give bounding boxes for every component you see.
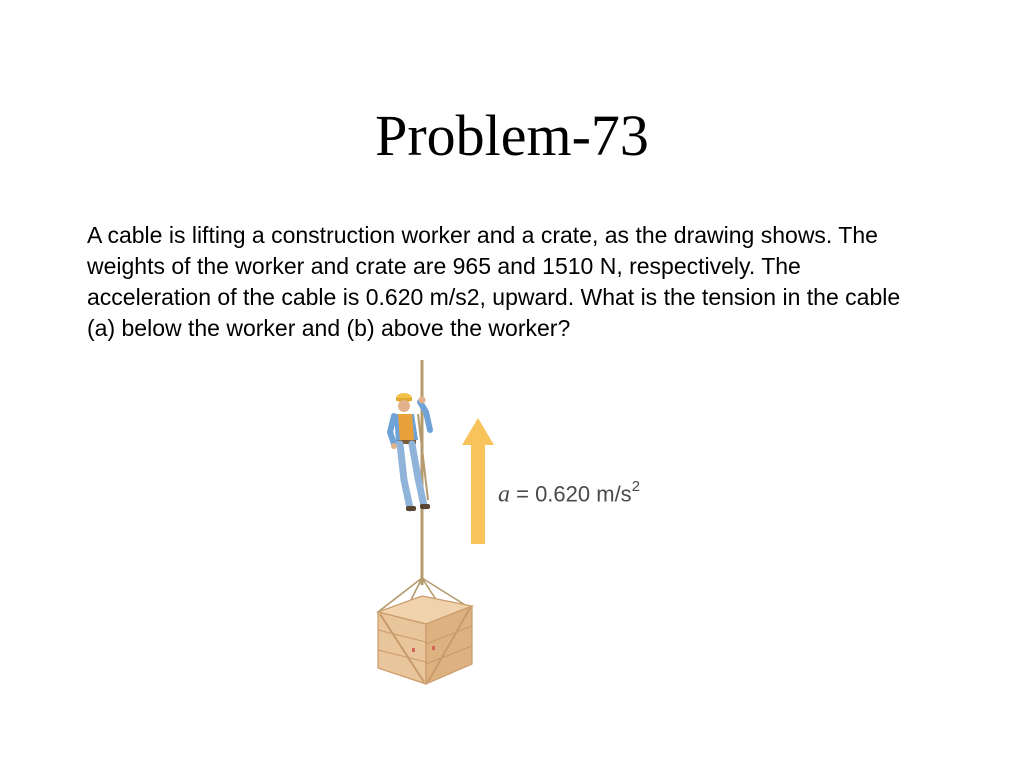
acceleration-value: = 0.620 m/s bbox=[510, 481, 632, 507]
slide-title: Problem-73 bbox=[375, 103, 649, 168]
crate-rigging bbox=[378, 578, 470, 618]
problem-statement: A cable is lifting a construction worker and a crate, as the drawing shows. The weights of the worker and crate are 965 and 1510 N, respectively. The acceleration of the cable is 0.620 m/s2, upward. What is the tension in the cable (a) below the worker and (b) above the worker? bbox=[87, 222, 901, 341]
acceleration-exponent: 2 bbox=[631, 478, 641, 495]
acceleration-arrow-icon bbox=[462, 418, 494, 544]
acceleration-symbol: a bbox=[498, 481, 510, 508]
wooden-crate-icon bbox=[378, 596, 472, 684]
construction-worker-icon bbox=[390, 393, 430, 511]
acceleration-label bbox=[498, 480, 640, 508]
